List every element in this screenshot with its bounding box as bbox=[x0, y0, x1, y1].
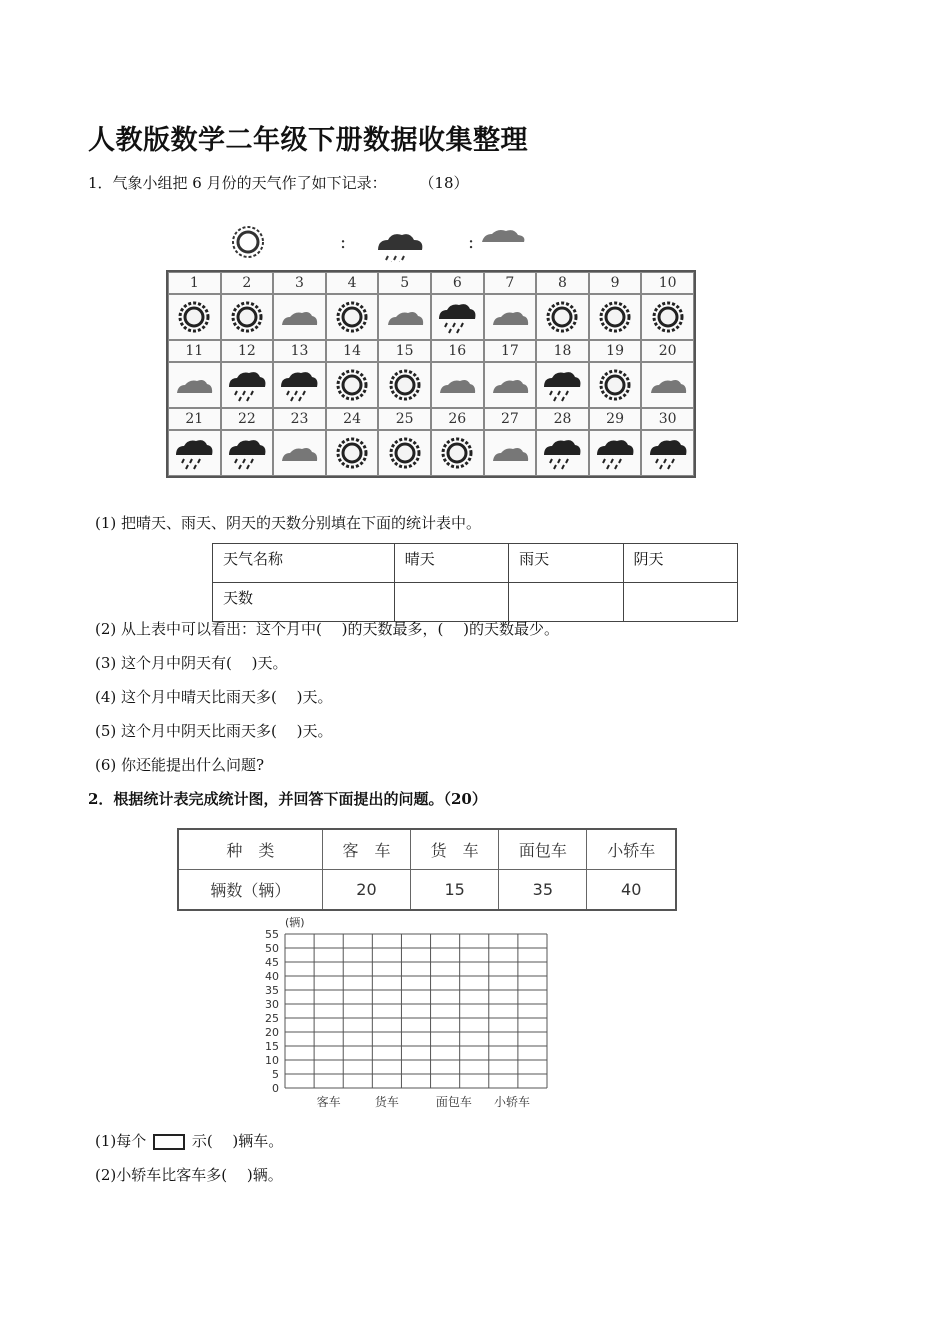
q1-sub6: (6) 你还能提出什么问题? bbox=[95, 756, 265, 774]
calendar-day-number bbox=[536, 340, 589, 362]
overcast-cloud-icon bbox=[174, 367, 214, 403]
rain-cloud-icon bbox=[227, 367, 267, 403]
overcast-cloud-icon bbox=[385, 299, 425, 335]
q2-sub1 bbox=[95, 1130, 283, 1151]
table-row bbox=[213, 583, 738, 622]
q2-sub1-suffix: 示( )辆车。 bbox=[191, 1132, 284, 1150]
day-number: 21 bbox=[185, 411, 204, 427]
rain-cloud-icon bbox=[174, 435, 214, 471]
calendar-weather-cell bbox=[273, 362, 326, 408]
y-tick-label: 20 bbox=[265, 1026, 279, 1039]
weather-legend bbox=[228, 222, 558, 262]
sun-icon bbox=[174, 299, 214, 335]
rain-cloud-icon bbox=[227, 435, 267, 471]
day-number: 17 bbox=[500, 343, 519, 359]
calendar-day-number bbox=[221, 408, 274, 430]
calendar-day-number bbox=[484, 340, 537, 362]
sun-icon bbox=[385, 367, 425, 403]
y-tick-label: 25 bbox=[265, 1012, 279, 1025]
rain-cloud-icon bbox=[542, 435, 582, 471]
day-number: 26 bbox=[448, 411, 467, 427]
calendar-day-number bbox=[536, 408, 589, 430]
calendar-weather-cell bbox=[326, 362, 379, 408]
calendar-weather-cell bbox=[431, 294, 484, 340]
legend-sep-2: : bbox=[468, 232, 475, 253]
table-header-cell: 天气名称 bbox=[213, 544, 395, 583]
calendar-weather-cell bbox=[273, 430, 326, 476]
legend-sep-1: : bbox=[340, 232, 347, 253]
table-row-label: 辆数（辆） bbox=[178, 870, 322, 911]
day-number: 8 bbox=[558, 275, 567, 291]
calendar-weather-cell bbox=[536, 294, 589, 340]
calendar-day-number bbox=[273, 408, 326, 430]
calendar-weather-cell bbox=[221, 430, 274, 476]
calendar-day-number bbox=[326, 408, 379, 430]
calendar-weather-cell bbox=[168, 294, 221, 340]
table-header-cell: 小轿车 bbox=[587, 829, 676, 870]
table-header-cell: 种 类 bbox=[178, 829, 322, 870]
calendar-weather-cell bbox=[221, 362, 274, 408]
question-2-text: 2．根据统计表完成统计图，并回答下面提出的问题。（20） bbox=[88, 790, 487, 808]
q1-sub5: (5) 这个月中阴天比雨天多( )天。 bbox=[95, 722, 333, 740]
day-number: 19 bbox=[606, 343, 624, 359]
rain-cloud-icon bbox=[542, 367, 582, 403]
calendar-day-number bbox=[378, 408, 431, 430]
x-category-label: 面包车 bbox=[435, 1095, 472, 1109]
x-category-label: 小轿车 bbox=[494, 1095, 531, 1109]
sun-icon bbox=[385, 435, 425, 471]
overcast-cloud-icon bbox=[490, 367, 530, 403]
x-category-label: 客车 bbox=[316, 1095, 341, 1109]
rain-cloud-icon bbox=[437, 299, 477, 335]
day-number: 25 bbox=[395, 411, 414, 427]
calendar-weather-cell bbox=[378, 362, 431, 408]
calendar-weather-cell bbox=[168, 362, 221, 408]
vehicle-bar-chart-grid[interactable] bbox=[245, 912, 565, 1117]
day-number: 27 bbox=[500, 411, 519, 427]
answer-cell-overcast[interactable] bbox=[623, 583, 737, 622]
calendar-day-number bbox=[221, 272, 274, 294]
grid-square-icon bbox=[153, 1134, 185, 1150]
calendar-day-number bbox=[484, 408, 537, 430]
day-number: 30 bbox=[658, 411, 677, 427]
calendar-weather-cell bbox=[589, 430, 642, 476]
calendar-weather-cell bbox=[589, 362, 642, 408]
calendar-weather-cell bbox=[221, 294, 274, 340]
table-cell: 15 bbox=[411, 870, 499, 911]
table-header-cell: 晴天 bbox=[394, 544, 508, 583]
overcast-cloud-icon bbox=[490, 435, 530, 471]
q2-sub1-prefix: (1)每个 bbox=[95, 1132, 147, 1150]
y-tick-label: 30 bbox=[265, 998, 279, 1011]
day-number: 22 bbox=[237, 411, 256, 427]
day-number: 10 bbox=[658, 275, 677, 291]
y-tick-label: 40 bbox=[265, 970, 279, 983]
table-row bbox=[178, 870, 676, 911]
day-number: 3 bbox=[295, 275, 304, 291]
rain-cloud-icon bbox=[378, 234, 422, 262]
page-title: 人教版数学二年级下册数据收集整理 bbox=[88, 125, 528, 156]
vehicle-stat-table bbox=[177, 828, 677, 911]
calendar-weather-cell bbox=[168, 430, 221, 476]
y-unit-label: (辆) bbox=[285, 916, 305, 929]
overcast-cloud-icon bbox=[437, 367, 477, 403]
calendar-weather-cell bbox=[484, 362, 537, 408]
answer-cell-rainy[interactable] bbox=[509, 583, 623, 622]
table-row bbox=[213, 544, 738, 583]
calendar-weather-cell bbox=[641, 430, 694, 476]
q1-sub2: (2) 从上表中可以看出：这个月中( )的天数最多，( )的天数最少。 bbox=[95, 620, 559, 638]
day-number: 18 bbox=[553, 343, 572, 359]
answer-cell-sunny[interactable] bbox=[394, 583, 508, 622]
calendar-weather-cell bbox=[378, 294, 431, 340]
calendar-day-number bbox=[589, 340, 642, 362]
table-header-cell: 雨天 bbox=[509, 544, 623, 583]
calendar-day-number bbox=[641, 340, 694, 362]
table-header-cell: 面包车 bbox=[499, 829, 587, 870]
day-number: 11 bbox=[185, 343, 204, 359]
day-number: 15 bbox=[395, 343, 414, 359]
y-tick-label: 5 bbox=[272, 1068, 279, 1081]
weather-calendar bbox=[166, 270, 696, 478]
calendar-day-number bbox=[641, 272, 694, 294]
table-header-cell: 阴天 bbox=[623, 544, 737, 583]
calendar-weather-cell bbox=[641, 362, 694, 408]
day-number: 2 bbox=[242, 275, 252, 291]
calendar-weather-cell bbox=[484, 294, 537, 340]
calendar-weather-cell bbox=[378, 430, 431, 476]
calendar-weather-cell bbox=[641, 294, 694, 340]
y-tick-label: 45 bbox=[265, 956, 279, 969]
x-category-label: 货车 bbox=[374, 1095, 399, 1109]
day-number: 12 bbox=[237, 343, 256, 359]
calendar-weather-cell bbox=[484, 430, 537, 476]
day-number: 20 bbox=[658, 343, 677, 359]
calendar-day-number bbox=[431, 408, 484, 430]
sun-icon bbox=[233, 227, 263, 257]
calendar-weather-cell bbox=[431, 362, 484, 408]
sun-icon bbox=[437, 435, 477, 471]
table-cell: 35 bbox=[499, 870, 587, 911]
sun-icon bbox=[332, 367, 372, 403]
q1-sub3: (3) 这个月中阴天有( )天。 bbox=[95, 654, 288, 672]
sun-icon bbox=[227, 299, 267, 335]
overcast-cloud-icon bbox=[482, 230, 524, 242]
table-row-label: 天数 bbox=[213, 583, 395, 622]
sun-icon bbox=[542, 299, 582, 335]
y-tick-label: 10 bbox=[265, 1054, 279, 1067]
calendar-day-number bbox=[326, 340, 379, 362]
day-number: 28 bbox=[553, 411, 572, 427]
overcast-cloud-icon bbox=[648, 367, 688, 403]
question-1 bbox=[88, 172, 469, 193]
calendar-weather-cell bbox=[326, 294, 379, 340]
calendar-day-number bbox=[378, 272, 431, 294]
calendar-day-number bbox=[326, 272, 379, 294]
rain-cloud-icon bbox=[279, 367, 319, 403]
calendar-day-number bbox=[431, 340, 484, 362]
table-row bbox=[178, 829, 676, 870]
rain-cloud-icon bbox=[595, 435, 635, 471]
q1-sub1: (1) 把晴天、雨天、阴天的天数分别填在下面的统计表中。 bbox=[95, 514, 482, 532]
calendar-weather-cell bbox=[431, 430, 484, 476]
sun-icon bbox=[595, 367, 635, 403]
table-cell: 40 bbox=[587, 870, 676, 911]
day-number: 14 bbox=[343, 343, 361, 359]
day-number: 9 bbox=[610, 275, 620, 291]
table-cell: 20 bbox=[322, 870, 410, 911]
calendar-day-number bbox=[484, 272, 537, 294]
calendar-day-number bbox=[221, 340, 274, 362]
calendar-day-number bbox=[273, 340, 326, 362]
calendar-day-number bbox=[168, 408, 221, 430]
day-number: 6 bbox=[452, 275, 462, 291]
day-number: 5 bbox=[400, 275, 410, 291]
day-number: 24 bbox=[343, 411, 361, 427]
weather-stat-table bbox=[212, 543, 738, 622]
calendar-day-number bbox=[589, 272, 642, 294]
calendar-day-number bbox=[168, 340, 221, 362]
calendar-day-number bbox=[431, 272, 484, 294]
overcast-cloud-icon bbox=[279, 435, 319, 471]
sun-icon bbox=[332, 299, 372, 335]
sun-icon bbox=[595, 299, 635, 335]
calendar-day-number bbox=[273, 272, 326, 294]
question-1-score: （18） bbox=[419, 174, 469, 192]
y-tick-label: 50 bbox=[265, 942, 279, 955]
table-header-cell: 客 车 bbox=[322, 829, 410, 870]
y-tick-label: 55 bbox=[265, 928, 279, 941]
rain-cloud-icon bbox=[648, 435, 688, 471]
calendar-weather-cell bbox=[536, 430, 589, 476]
day-number: 13 bbox=[290, 343, 309, 359]
table-header-cell: 货 车 bbox=[411, 829, 499, 870]
calendar-weather-cell bbox=[589, 294, 642, 340]
calendar-day-number bbox=[378, 340, 431, 362]
day-number: 29 bbox=[606, 411, 624, 427]
y-tick-label: 35 bbox=[265, 984, 279, 997]
day-number: 1 bbox=[189, 275, 199, 291]
calendar-day-number bbox=[536, 272, 589, 294]
calendar-day-number bbox=[589, 408, 642, 430]
y-tick-label: 0 bbox=[272, 1082, 279, 1095]
y-tick-label: 15 bbox=[265, 1040, 279, 1053]
calendar-weather-cell bbox=[273, 294, 326, 340]
day-number: 4 bbox=[347, 275, 357, 291]
q2-sub2: (2)小轿车比客车多( )辆。 bbox=[95, 1166, 283, 1184]
calendar-weather-cell bbox=[326, 430, 379, 476]
day-number: 7 bbox=[505, 275, 515, 291]
day-number: 23 bbox=[290, 411, 309, 427]
calendar-day-number bbox=[641, 408, 694, 430]
sun-icon bbox=[648, 299, 688, 335]
calendar-day-number bbox=[168, 272, 221, 294]
sun-icon bbox=[332, 435, 372, 471]
overcast-cloud-icon bbox=[279, 299, 319, 335]
overcast-cloud-icon bbox=[490, 299, 530, 335]
question-1-text: 1．气象小组把 6 月份的天气作了如下记录： bbox=[88, 174, 387, 192]
calendar-weather-cell bbox=[536, 362, 589, 408]
day-number: 16 bbox=[448, 343, 467, 359]
q1-sub4: (4) 这个月中晴天比雨天多( )天。 bbox=[95, 688, 333, 706]
